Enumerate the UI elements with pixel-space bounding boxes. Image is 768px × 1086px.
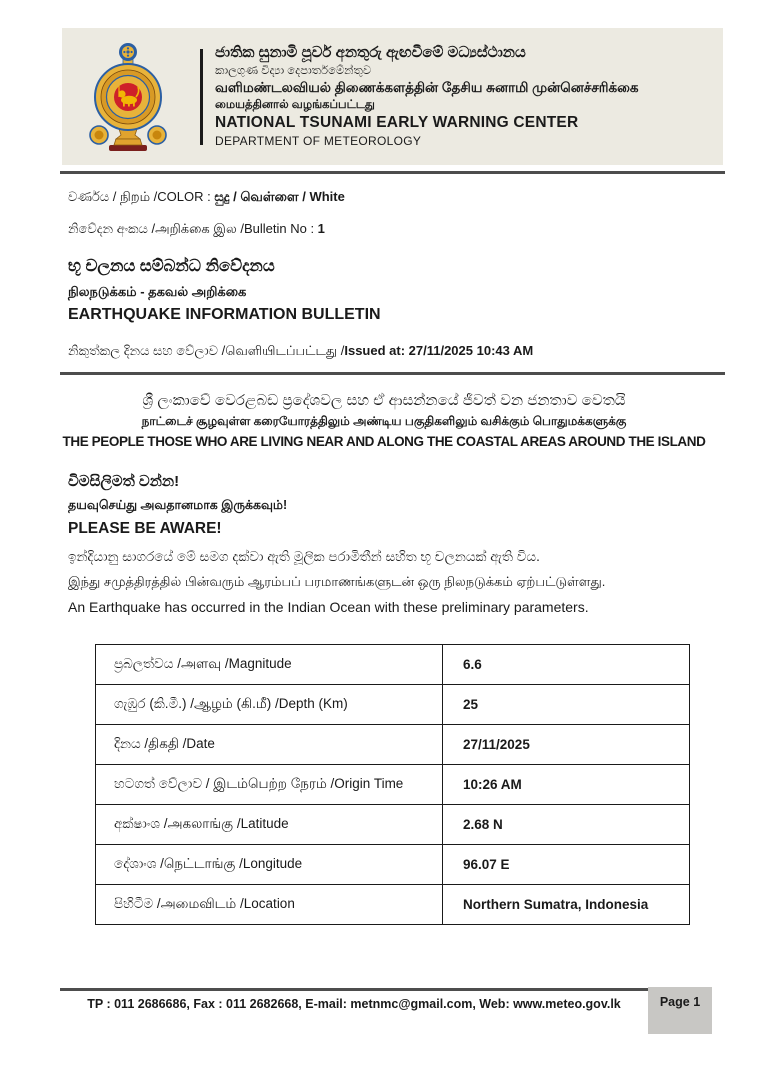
aware-sinhala: විමසිලිමත් වන්න!: [68, 473, 180, 490]
page-number-badge: Page 1: [648, 987, 712, 1034]
issued-at-line: [68, 343, 533, 360]
location-label: පිහිටීම /அமைவிடம் /Location: [96, 885, 443, 925]
location-value: Northern Sumatra, Indonesia: [443, 885, 690, 925]
intro-tamil: இந்து சமுத்திரத்தில் பின்வரும் ஆரம்பப் பரமாணங்களுடன் ஒரு நிலநடுக்கம் ஏற்பட்டுள்ளது.: [68, 574, 606, 589]
origin-time-value: 10:26 AM: [443, 765, 690, 805]
earthquake-parameters-table: [95, 644, 690, 925]
magnitude-label: ප්‍රබලත්වය /அளவு /Magnitude: [96, 645, 443, 685]
latitude-label: අක්ෂාංශ /அகலாங்கு /Latitude: [96, 805, 443, 845]
table-row-depth: [96, 685, 690, 725]
aware-block: [68, 473, 287, 538]
issued-at-value: Issued at: 27/11/2025 10:43 AM: [344, 343, 534, 358]
intro-sinhala: ඉන්දියානු සාගරයේ මේ සමග දක්වා ඇති මූලික පරාමිතීන් සහිත භූ චලනයක් ඇති විය.: [68, 549, 540, 564]
org-title-sinhala: ජාතික සුනාමි පූර්ව අනතුරු ඇඟවීමේ මධ්‍යස්ථානය: [215, 43, 526, 61]
date-value: 27/11/2025: [443, 725, 690, 765]
date-label: දිනය /திகதி /Date: [96, 725, 443, 765]
org-title-tamil-line2: மையத்தினால் வழங்கப்பட்டது: [215, 99, 375, 112]
longitude-value: 96.07 E: [443, 845, 690, 885]
issued-at-label: නිකුත්කල දිනය සහ වේලාව /வெளியிடப்பட்டது /: [68, 343, 345, 358]
color-label: වර්ණය / நிறம் /COLOR :: [68, 189, 215, 204]
latitude-value: 2.68 N: [443, 805, 690, 845]
addressee-sinhala: ශ්‍රී ලංකාවේ වෙරළබඩ ප්‍රදේශවල සහ ඒ ආසන්නයේ ජීවත් වන ජනතාව වෙතයි: [142, 392, 626, 409]
org-title-tamil-line1: வளிமண்டலவியல் திணைக்களத்தின் தேசிய சுனாமி முன்னெச்சரிக்கை: [215, 80, 639, 96]
table-row-longitude: [96, 845, 690, 885]
depth-value: 25: [443, 685, 690, 725]
color-value: සුදු / வெள்ளை / White: [214, 189, 345, 204]
table-row-origin-time: [96, 765, 690, 805]
intro-block: [68, 549, 605, 615]
addressee-block: [20, 392, 748, 449]
header: [62, 28, 723, 165]
aware-english: PLEASE BE AWARE!: [68, 520, 222, 537]
bulletin-title-english: EARTHQUAKE INFORMATION BULLETIN: [68, 306, 381, 323]
dept-title-sinhala: කාලගුණ විද්‍යා දෙපාර්තමේන්තුව: [215, 65, 372, 78]
header-vertical-divider: [200, 49, 203, 145]
bulletin-number-value: 1: [317, 221, 325, 236]
color-line: [68, 189, 345, 206]
depth-label: ගැඹුර (කි.මී.) /ஆழம் (கி.மீ) /Depth (Km): [96, 685, 443, 725]
bulletin-number-label: නිවේදන අංකය /அறிக்கை இல /Bulletin No :: [68, 221, 318, 236]
table-row-date: [96, 725, 690, 765]
dept-title-english: DEPARTMENT OF METEOROLOGY: [215, 134, 422, 149]
addressee-english: THE PEOPLE THOSE WHO ARE LIVING NEAR AND ALONG THE COASTAL AREAS AROUND THE ISLAND: [62, 434, 706, 449]
table-row-latitude: [96, 805, 690, 845]
footer-rule: [60, 988, 648, 991]
aware-tamil: தயவுசெய்து அவதானமாக இருக்கவும்!: [68, 498, 288, 512]
table-row-magnitude: [96, 645, 690, 685]
national-emblem-logo: [88, 40, 168, 154]
magnitude-value: 6.6: [443, 645, 690, 685]
bulletin-title-sinhala: භූ චලනය සම්බන්ධ නිවේදනය: [68, 257, 275, 275]
table-row-location: [96, 885, 690, 925]
bulletin-title-tamil: நிலநடுக்கம் - தகவல் அறிக்கை: [68, 284, 247, 299]
header-rule: [60, 171, 725, 174]
bulletin-number-line: [68, 221, 325, 238]
intro-english: An Earthquake has occurred in the Indian Ocean with these preliminary parameters.: [68, 599, 589, 615]
footer-contact: TP : 011 2686686, Fax : 011 2682668, E-mail: metnmc@gmail.com, Web: www.meteo.gov.lk: [87, 997, 621, 1011]
longitude-label: දේශාංශ /நெட்டாங்கு /Longitude: [96, 845, 443, 885]
section-rule: [60, 372, 725, 375]
org-title-english: NATIONAL TSUNAMI EARLY WARNING CENTER: [215, 114, 579, 132]
addressee-tamil: நாட்டைச் சூழவுள்ள கரையோரத்திலும் அண்டிய பகுதிகளிலும் வசிக்கும் பொதுமக்களுக்கு: [141, 414, 627, 428]
header-titles: [215, 45, 639, 148]
origin-time-label: හටගත් වේලාව / இடம்பெற்ற நேரம் /Origin Time: [96, 765, 443, 805]
sri-lanka-emblem-icon: [88, 40, 168, 154]
